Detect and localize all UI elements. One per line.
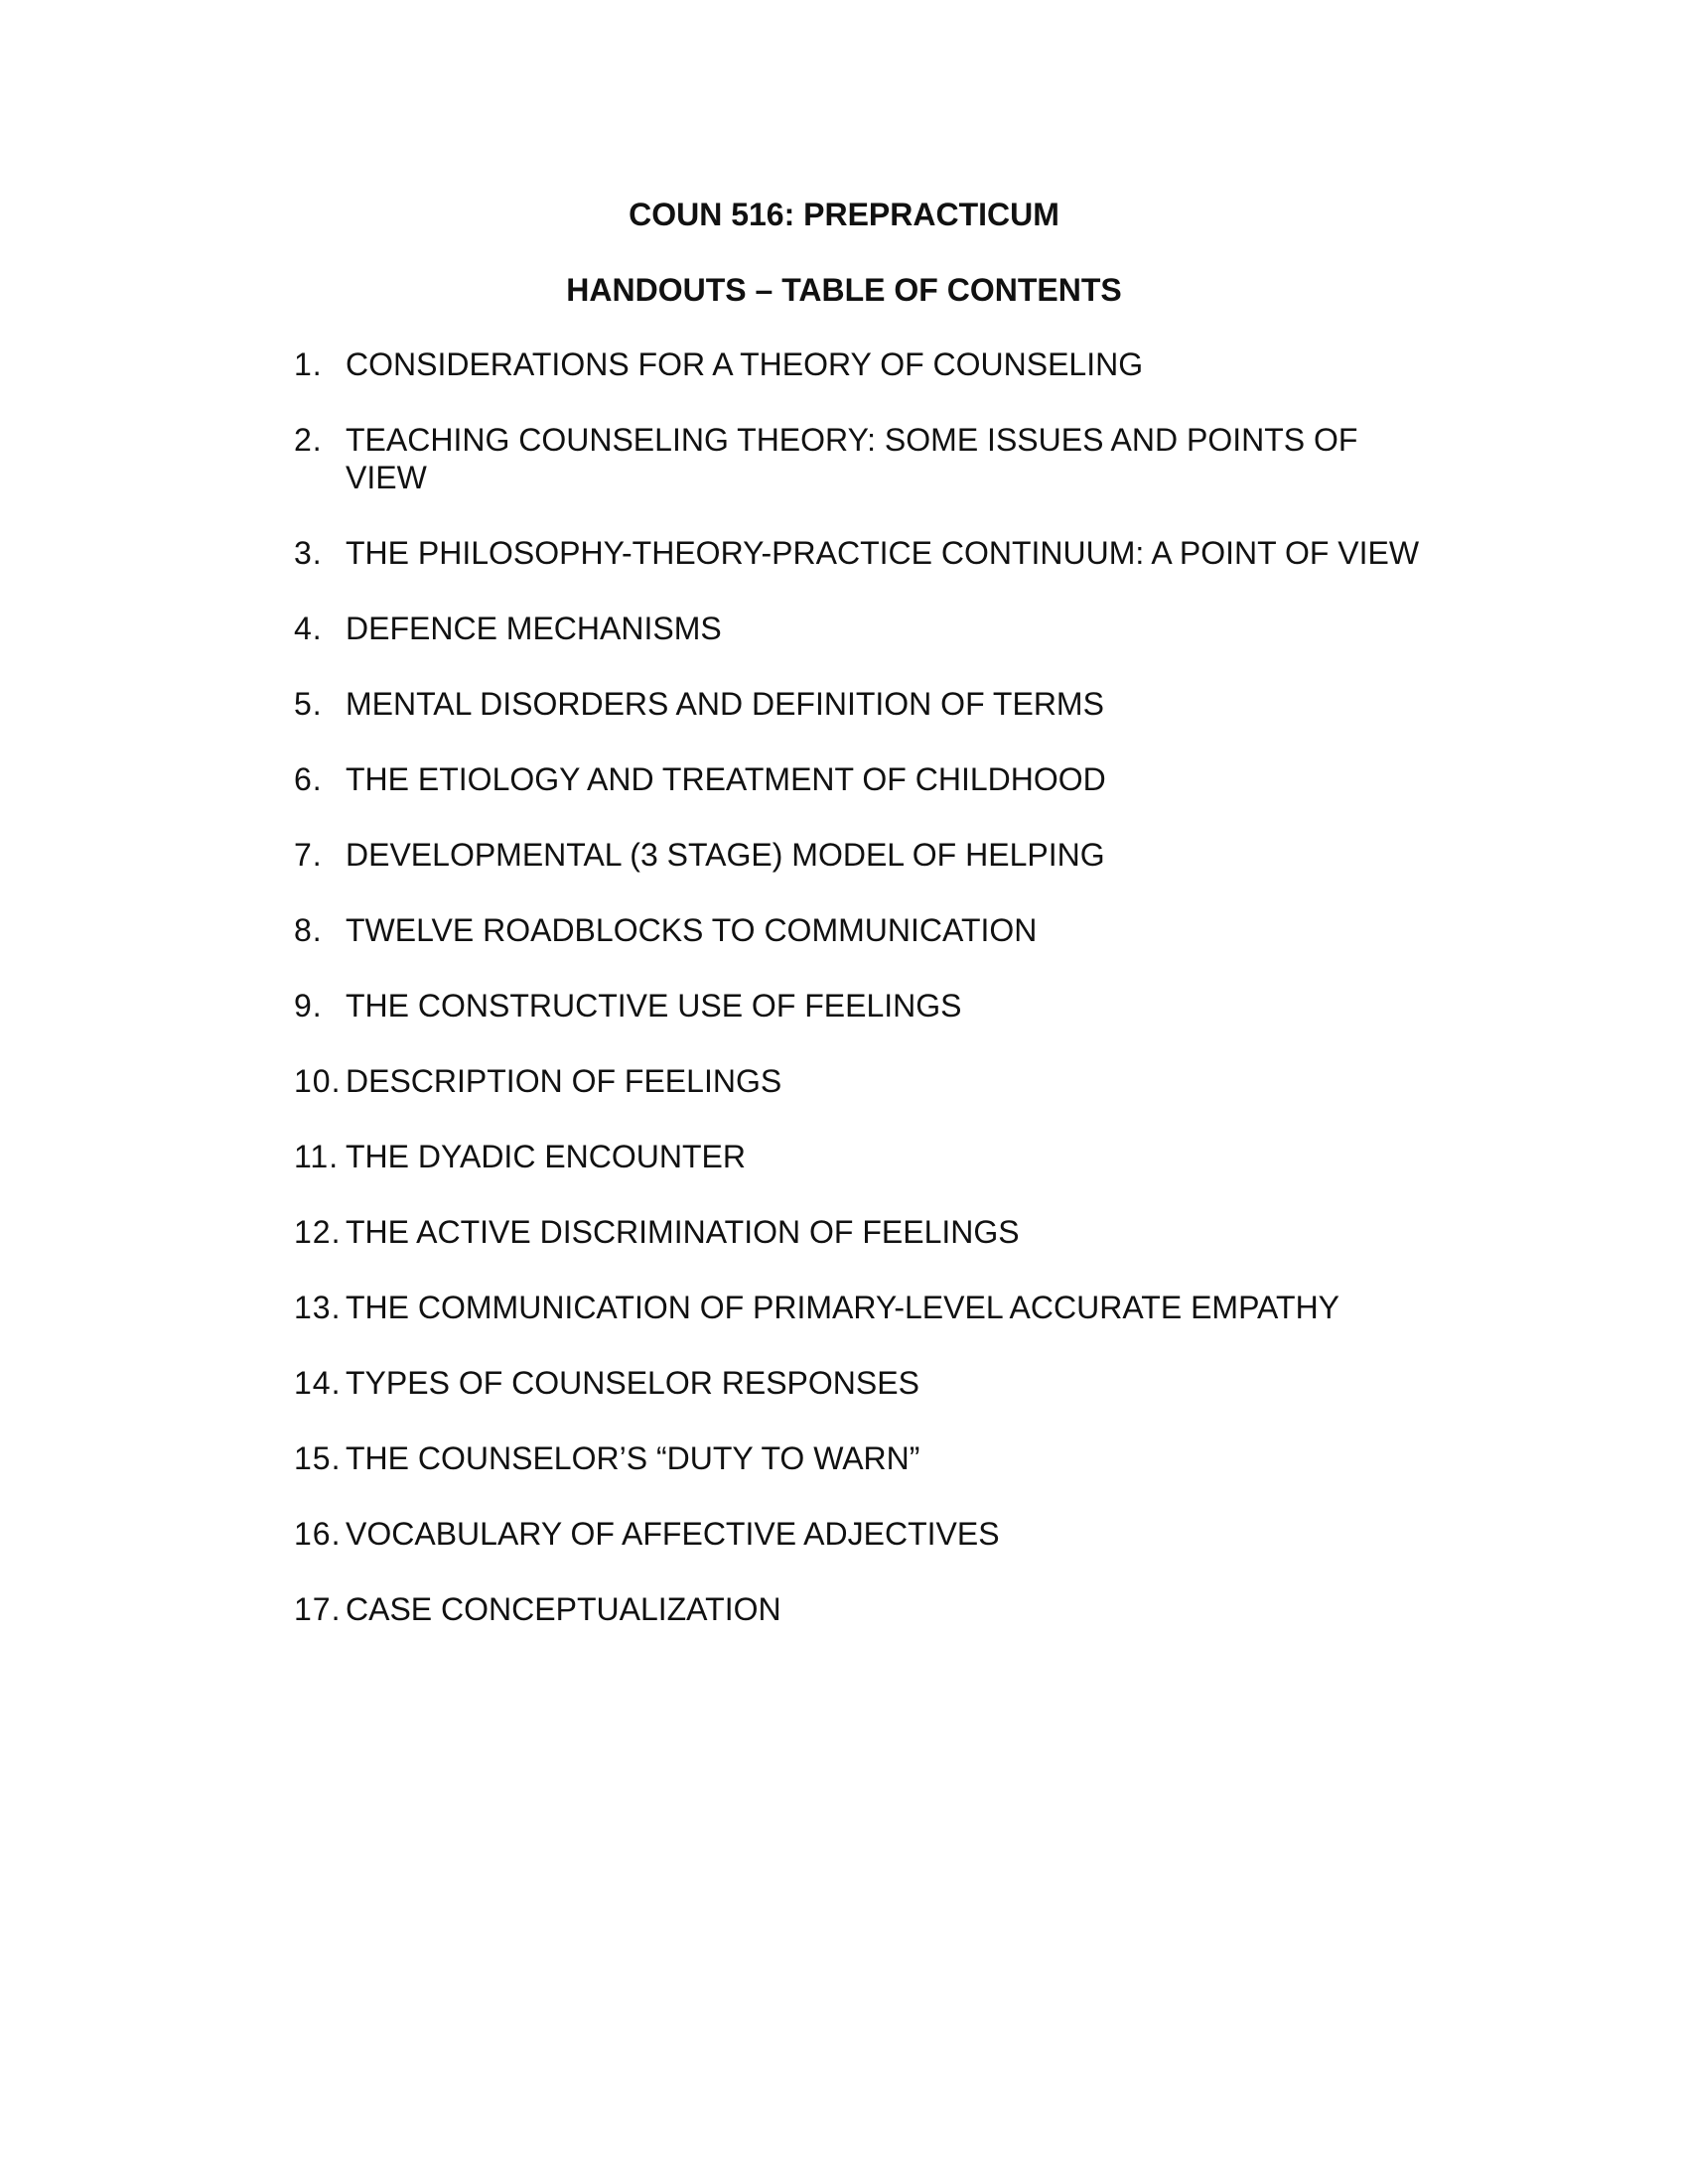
toc-item-14 [294, 1364, 1426, 1402]
document-title: COUN 516: PREPRACTICUM [629, 197, 1059, 232]
table-of-contents [294, 345, 1426, 1666]
toc-item-number: 2. [294, 422, 323, 458]
toc-item-15 [294, 1439, 1426, 1477]
toc-item-text: CASE CONCEPTUALIZATION [346, 1591, 781, 1627]
toc-item-text: THE DYADIC ENCOUNTER [346, 1139, 746, 1174]
toc-item-text: THE PHILOSOPHY-THEORY-PRACTICE CONTINUUM: A POINT OF VIEW [346, 535, 1420, 571]
toc-item-17 [294, 1590, 1426, 1628]
toc-item-number: 13. [294, 1290, 342, 1325]
toc-item-text: THE ACTIVE DISCRIMINATION OF FEELINGS [346, 1214, 1020, 1250]
document-subtitle: HANDOUTS – TABLE OF CONTENTS [566, 272, 1122, 308]
toc-item-number: 4. [294, 611, 323, 646]
toc-item-8 [294, 911, 1426, 949]
toc-item-number: 11. [294, 1139, 340, 1174]
toc-item-2 [294, 421, 1426, 496]
toc-item-6 [294, 760, 1426, 798]
toc-item-number: 6. [294, 761, 323, 797]
toc-item-16 [294, 1515, 1426, 1553]
toc-item-number: 16. [294, 1516, 342, 1552]
toc-item-number: 5. [294, 686, 323, 722]
toc-item-text: THE ETIOLOGY AND TREATMENT OF CHILDHOOD [346, 761, 1106, 797]
toc-item-text: DESCRIPTION OF FEELINGS [346, 1063, 782, 1099]
toc-item-7 [294, 836, 1426, 874]
toc-item-13 [294, 1289, 1426, 1326]
toc-item-10 [294, 1062, 1426, 1100]
toc-item-number: 8. [294, 912, 323, 948]
toc-item-number: 17. [294, 1591, 342, 1627]
toc-item-text: MENTAL DISORDERS AND DEFINITION OF TERMS [346, 686, 1104, 722]
toc-item-text: TWELVE ROADBLOCKS TO COMMUNICATION [346, 912, 1038, 948]
toc-item-text: VOCABULARY OF AFFECTIVE ADJECTIVES [346, 1516, 1000, 1552]
toc-item-text: TEACHING COUNSELING THEORY: SOME ISSUES AND POINTS OF VIEW [346, 422, 1358, 495]
toc-item-5 [294, 685, 1426, 723]
toc-item-number: 12. [294, 1214, 342, 1250]
toc-item-text: CONSIDERATIONS FOR A THEORY OF COUNSELING [346, 346, 1144, 382]
toc-item-text: DEFENCE MECHANISMS [346, 611, 722, 646]
toc-item-text: THE COMMUNICATION OF PRIMARY-LEVEL ACCURATE EMPATHY [346, 1290, 1340, 1325]
toc-item-11 [294, 1138, 1426, 1175]
toc-item-9 [294, 987, 1426, 1024]
toc-item-number: 15. [294, 1440, 342, 1476]
toc-item-number: 1. [294, 346, 323, 382]
toc-item-number: 7. [294, 837, 323, 873]
toc-item-text: TYPES OF COUNSELOR RESPONSES [346, 1365, 919, 1401]
toc-item-3 [294, 534, 1426, 572]
toc-item-number: 14. [294, 1365, 342, 1401]
toc-item-number: 9. [294, 988, 323, 1024]
toc-item-text: THE COUNSELOR’S “DUTY TO WARN” [346, 1440, 920, 1476]
toc-item-1 [294, 345, 1426, 383]
toc-item-number: 3. [294, 535, 323, 571]
toc-item-text: THE CONSTRUCTIVE USE OF FEELINGS [346, 988, 962, 1024]
toc-item-4 [294, 610, 1426, 647]
toc-item-number: 10. [294, 1063, 342, 1099]
toc-item-12 [294, 1213, 1426, 1251]
toc-item-text: DEVELOPMENTAL (3 STAGE) MODEL OF HELPING [346, 837, 1105, 873]
